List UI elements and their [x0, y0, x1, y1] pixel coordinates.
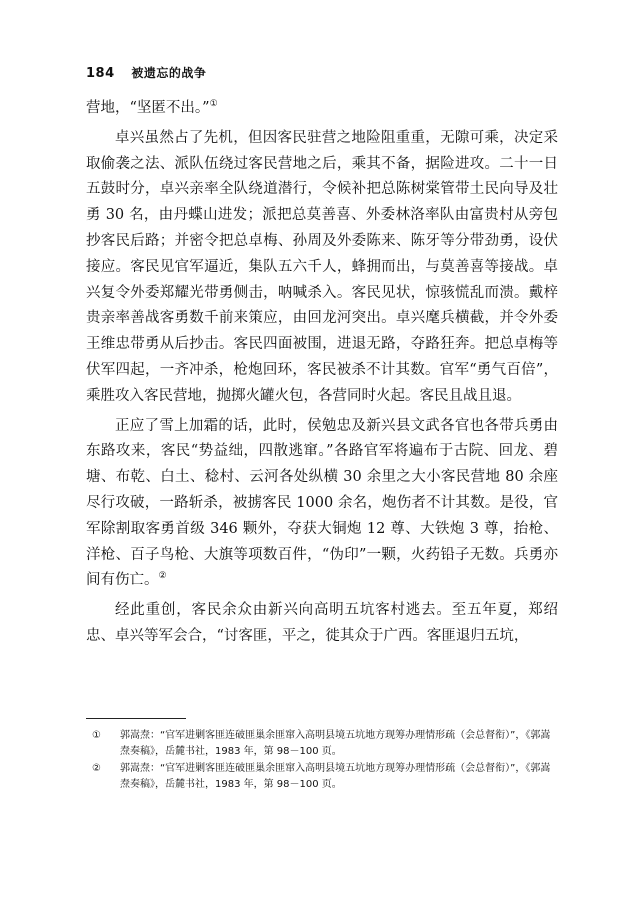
footnote-text: 郭嵩焘：“官军进剿客匪连破匪巢余匪窜入高明县境五坑地方现筹办理情形疏（会总督衔）”，《郭嵩焘奏稿》，岳麓书社，1983 年，第 98－100 页。 — [120, 763, 551, 790]
footnote-mark: ① — [92, 730, 101, 741]
footnote-divider — [86, 718, 186, 719]
paragraph-text: 卓兴虽然占了先机，但因客民驻营之地险阻重重，无隙可乘，决定采取偷袭之法、派队伍绕过客民营地之后，乘其不备，据险进攻。二十一日五鼓时分，卓兴亲率全队绕道潜行，令候补把总陈树棠管带土民向导及壮勇 30 名，由丹蝶山进发；派把总莫善喜、外委林洛率队由富贵村从旁包抄客民后路；并密令把总卓梅、孙周及外委陈来、陈牙等分带劲勇，设伏接应。客民见官军逼近，集队五六千人，蜂拥而出，与莫善喜等接战。卓兴复令外委郑耀光带勇侧击，呐喊杀入。客民见状，惊骇慌乱而溃。戴梓贵亲率善战客勇数千前来策应，由回龙河突出。卓兴麾兵横截，并令外委王维忠带勇从后抄击。客民四面被围，进退无路，夺路狂奔。把总卓梅等伏军四起，一齐冲杀，枪炮回环，客民被杀不计其数。官军“勇气百倍”，乘胜攻入客民营地，抛掷火罐火包，各营同时火起。客民且战且退。 — [86, 129, 558, 404]
footnote — [86, 728, 558, 759]
running-head — [86, 64, 206, 81]
body-text — [86, 96, 558, 650]
footnote-text: 郭嵩焘：“官军进剿客匪连破匪巢余匪窜入高明县境五坑地方现筹办理情形疏（会总督衔）”，《郭嵩焘奏稿》，岳麓书社，1983 年，第 98－100 页。 — [120, 730, 551, 757]
footnote-ref: ② — [158, 571, 167, 582]
paragraph — [86, 598, 558, 650]
footnote — [86, 761, 558, 792]
paragraph-text: 经此重创，客民余众由新兴向高明五坑客村逃去。至五年夏，郑绍忠、卓兴等军会合，“讨客匪，平之，徙其众于广西。客匪退归五坑， — [86, 602, 558, 644]
paragraph — [86, 414, 558, 595]
paragraph-text: 营地，“坚匿不出。” — [86, 100, 210, 116]
paragraph — [86, 126, 558, 410]
footnotes — [86, 728, 558, 794]
page-number: 184 — [86, 66, 115, 81]
paragraph-continuation — [86, 96, 558, 122]
footnote-ref: ① — [209, 99, 218, 110]
paragraph-text: 正应了雪上加霜的话，此时，侯勉忠及新兴县文武各官也各带兵勇由东路攻来，客民“势益绌，四散逃窜。”各路官军将遍布于古院、回龙、碧塘、布乾、白土、稔村、云河各处纵横 30 余里之大小客民营地 80 余座尽行攻破，一路斩杀，被掳客民 1000 余名，炮伤者不计其数。是役，官军除割取客勇首级 346 颗外，夺获大铜炮 12 尊、大铁炮 3 尊，抬枪、洋枪、百子鸟枪、大旗等项数百件，“伪印”一颗，火药铅子无数。兵勇亦间有伤亡。 — [86, 417, 558, 589]
footnote-mark: ② — [92, 763, 101, 774]
book-title: 被遗忘的战争 — [131, 66, 207, 80]
